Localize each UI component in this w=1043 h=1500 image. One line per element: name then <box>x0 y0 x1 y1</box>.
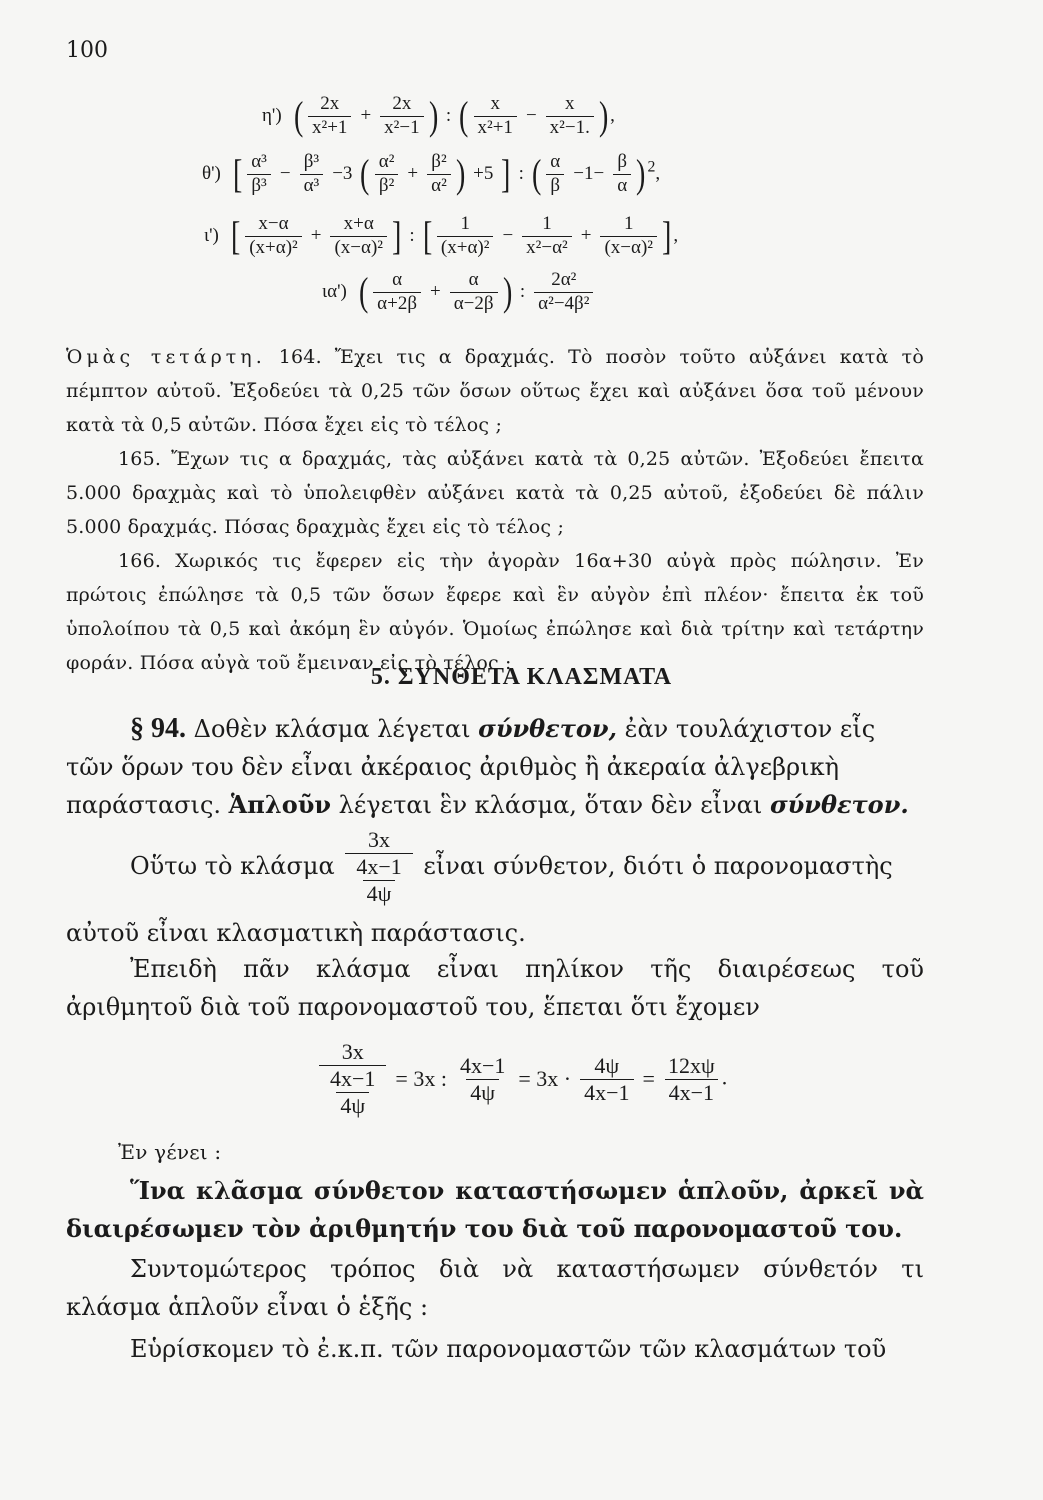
in-general: Ἐν γένει : <box>118 1140 222 1164</box>
definition-paragraph: § 94. Δοθὲν κλάσμα λέγεται σύνθετον, ἐὰν τουλάχιστον εἷς τῶν ὅρων του δὲν εἶναι ἀκέραιος ἀριθμὸς ἢ ἀκεραία ἀλγεβρικὴ παράστασις. Ἁπλοῦν λέγεται ἓν κλάσμα, ὅταν δὲν εἶναι σύνθετον. <box>66 713 909 819</box>
example-end: αὐτοῦ εἶναι κλασματικὴ παράστασις. <box>66 919 526 947</box>
shorter-paragraph: Συντομώτερος τρόπος διὰ νὰ καταστήσωμεν σύνθετόν τι κλάσμα ἁπλοῦν εἶναι ὁ ἑξῆς : <box>66 1255 924 1321</box>
compound-fraction: $\frac{3x}{\frac{4x-1}{4\psi}}$ <box>345 828 412 907</box>
example-line: Οὕτω τὸ κλάσμα $\frac{3x}{\frac{4x-1}{4\psi}}$ εἶναι σύνθετον, διότι ὁ παρονομαστὴς <box>130 827 893 907</box>
since-paragraph: Ἐπειδὴ πᾶν κλάσμα εἶναι πηλίκον τῆς διαιρέσεως τοῦ ἀριθμητοῦ διὰ τοῦ παρονομαστοῦ του, ἕπεται ὅτι ἔχομεν <box>66 955 924 1021</box>
problem-166: 166. Χωρικός τις ἔφερεν εἰς τὴν ἀγορὰν 16α+30 αὐγὰ πρὸς πώλησιν. Ἐν πρώτοις ἐπώλησε τὰ 0,5 τῶν ὅσων ἔφερε καὶ ἓν αὐγὸν ἐπὶ πλέον· ἔπειτα ἐκ τοῦ ὑπολοίπου τὰ 0,5 καὶ ἀκόμη ἓν αὐγόν. Ὁμοίως ἐπώλησε καὶ διὰ τρίτην καὶ τετάρτην φοράν. Πόσα αὐγὰ τοῦ ἔμειναν εἰς τὸ τέλος : <box>66 550 924 674</box>
problem-164: Ὁμὰς τετάρτη. 164. Ἔχει τις α δραχμάς. Τὸ ποσὸν τοῦτο αὐξάνει κατὰ τὸ πέμπτον αὐτοῦ. Ἐξοδεύει τὰ 0,25 τῶν ὅσων οὕτως ἔχει καὶ αὐξάνει ὅσα τοῦ μένουν κατὰ τὰ 0,5 αὐτῶν. Πόσα ἔχει εἰς τὸ τέλος ; <box>66 346 924 436</box>
exercise-theta: θ') [ $\frac{\text{α³}}{\text{β³}}$ − $\frac{\text{β³}}{\text{α³}}$ −3 ( $\frac{\text{α²}}{\text{β²}}$ + $\frac{\text{β²}}{\text{α²}}$ ) +5 ] : ( $\frac{\alpha}{\beta}$ −1− $\frac{\beta}{\alpha}$ ) $^2$, <box>202 151 661 197</box>
page-number: 100 <box>66 38 108 63</box>
find-paragraph: Εὑρίσκομεν τὸ ἐ.κ.π. τῶν παρονομαστῶν τῶν κλασμάτων τοῦ <box>130 1335 887 1363</box>
exercise-iota-alpha: ια') ( $\frac{\alpha}{\alpha+2\beta}$ + $\frac{\alpha}{\alpha-2\beta}$ ) : $\frac{\text{2α²}}{\text{α²−4β²}}$ <box>322 270 596 315</box>
equation: $\frac{3x}{\frac{4x-1}{4\psi}}$ = 3x : $\frac{4x-1}{4\psi}$ = 3x · $\frac{4\psi}{4x-1}$ = $\frac{12x\psi}{4x-1}$ . <box>316 1040 727 1119</box>
section-heading: 5. ΣΥΝΘΕΤΑ ΚΛΑΣΜΑΤΑ <box>370 664 673 690</box>
problem-165: 165. Ἔχων τις α δραχμάς, τὰς αὐξάνει κατὰ τὰ 0,25 αὐτῶν. Ἐξοδεύει ἔπειτα 5.000 δραχμὰς καὶ τὸ ὑπολειφθὲν αὐξάνει κατὰ τὰ 0,25 αὐτοῦ, ἐξοδεύει δὲ πάλιν 5.000 δραχμάς. Πόσας δραχμὰς ἔχει εἰς τὸ τέλος ; <box>66 448 924 538</box>
exercise-eta: η') ( $\frac{2x}{\text{x²+1}}$ + $\frac{2x}{\text{x²−1}}$ ) : ( $\frac{x}{\text{x²+1}}$ − $\frac{x}{\text{x²−1.}}$ ) , <box>262 93 615 139</box>
problems-block <box>66 340 924 680</box>
exercise-iota: ι') [ $\frac{x-\alpha}{\text{(x+α)²}}$ + $\frac{x+\alpha}{\text{(x−α)²}}$ ] : [ $\frac{1}{\text{(x+α)²}}$ − $\frac{1}{\text{x²−α²}}$ + $\frac{1}{\text{(x−α)²}}$ ] , <box>204 213 679 259</box>
rule-paragraph: Ἵνα κλᾶσμα σύνθετον καταστήσωμεν ἁπλοῦν, ἀρκεῖ νὰ διαιρέσωμεν τὸν ἀριθμητήν του διὰ τοῦ παρονομαστοῦ του. <box>66 1176 924 1243</box>
